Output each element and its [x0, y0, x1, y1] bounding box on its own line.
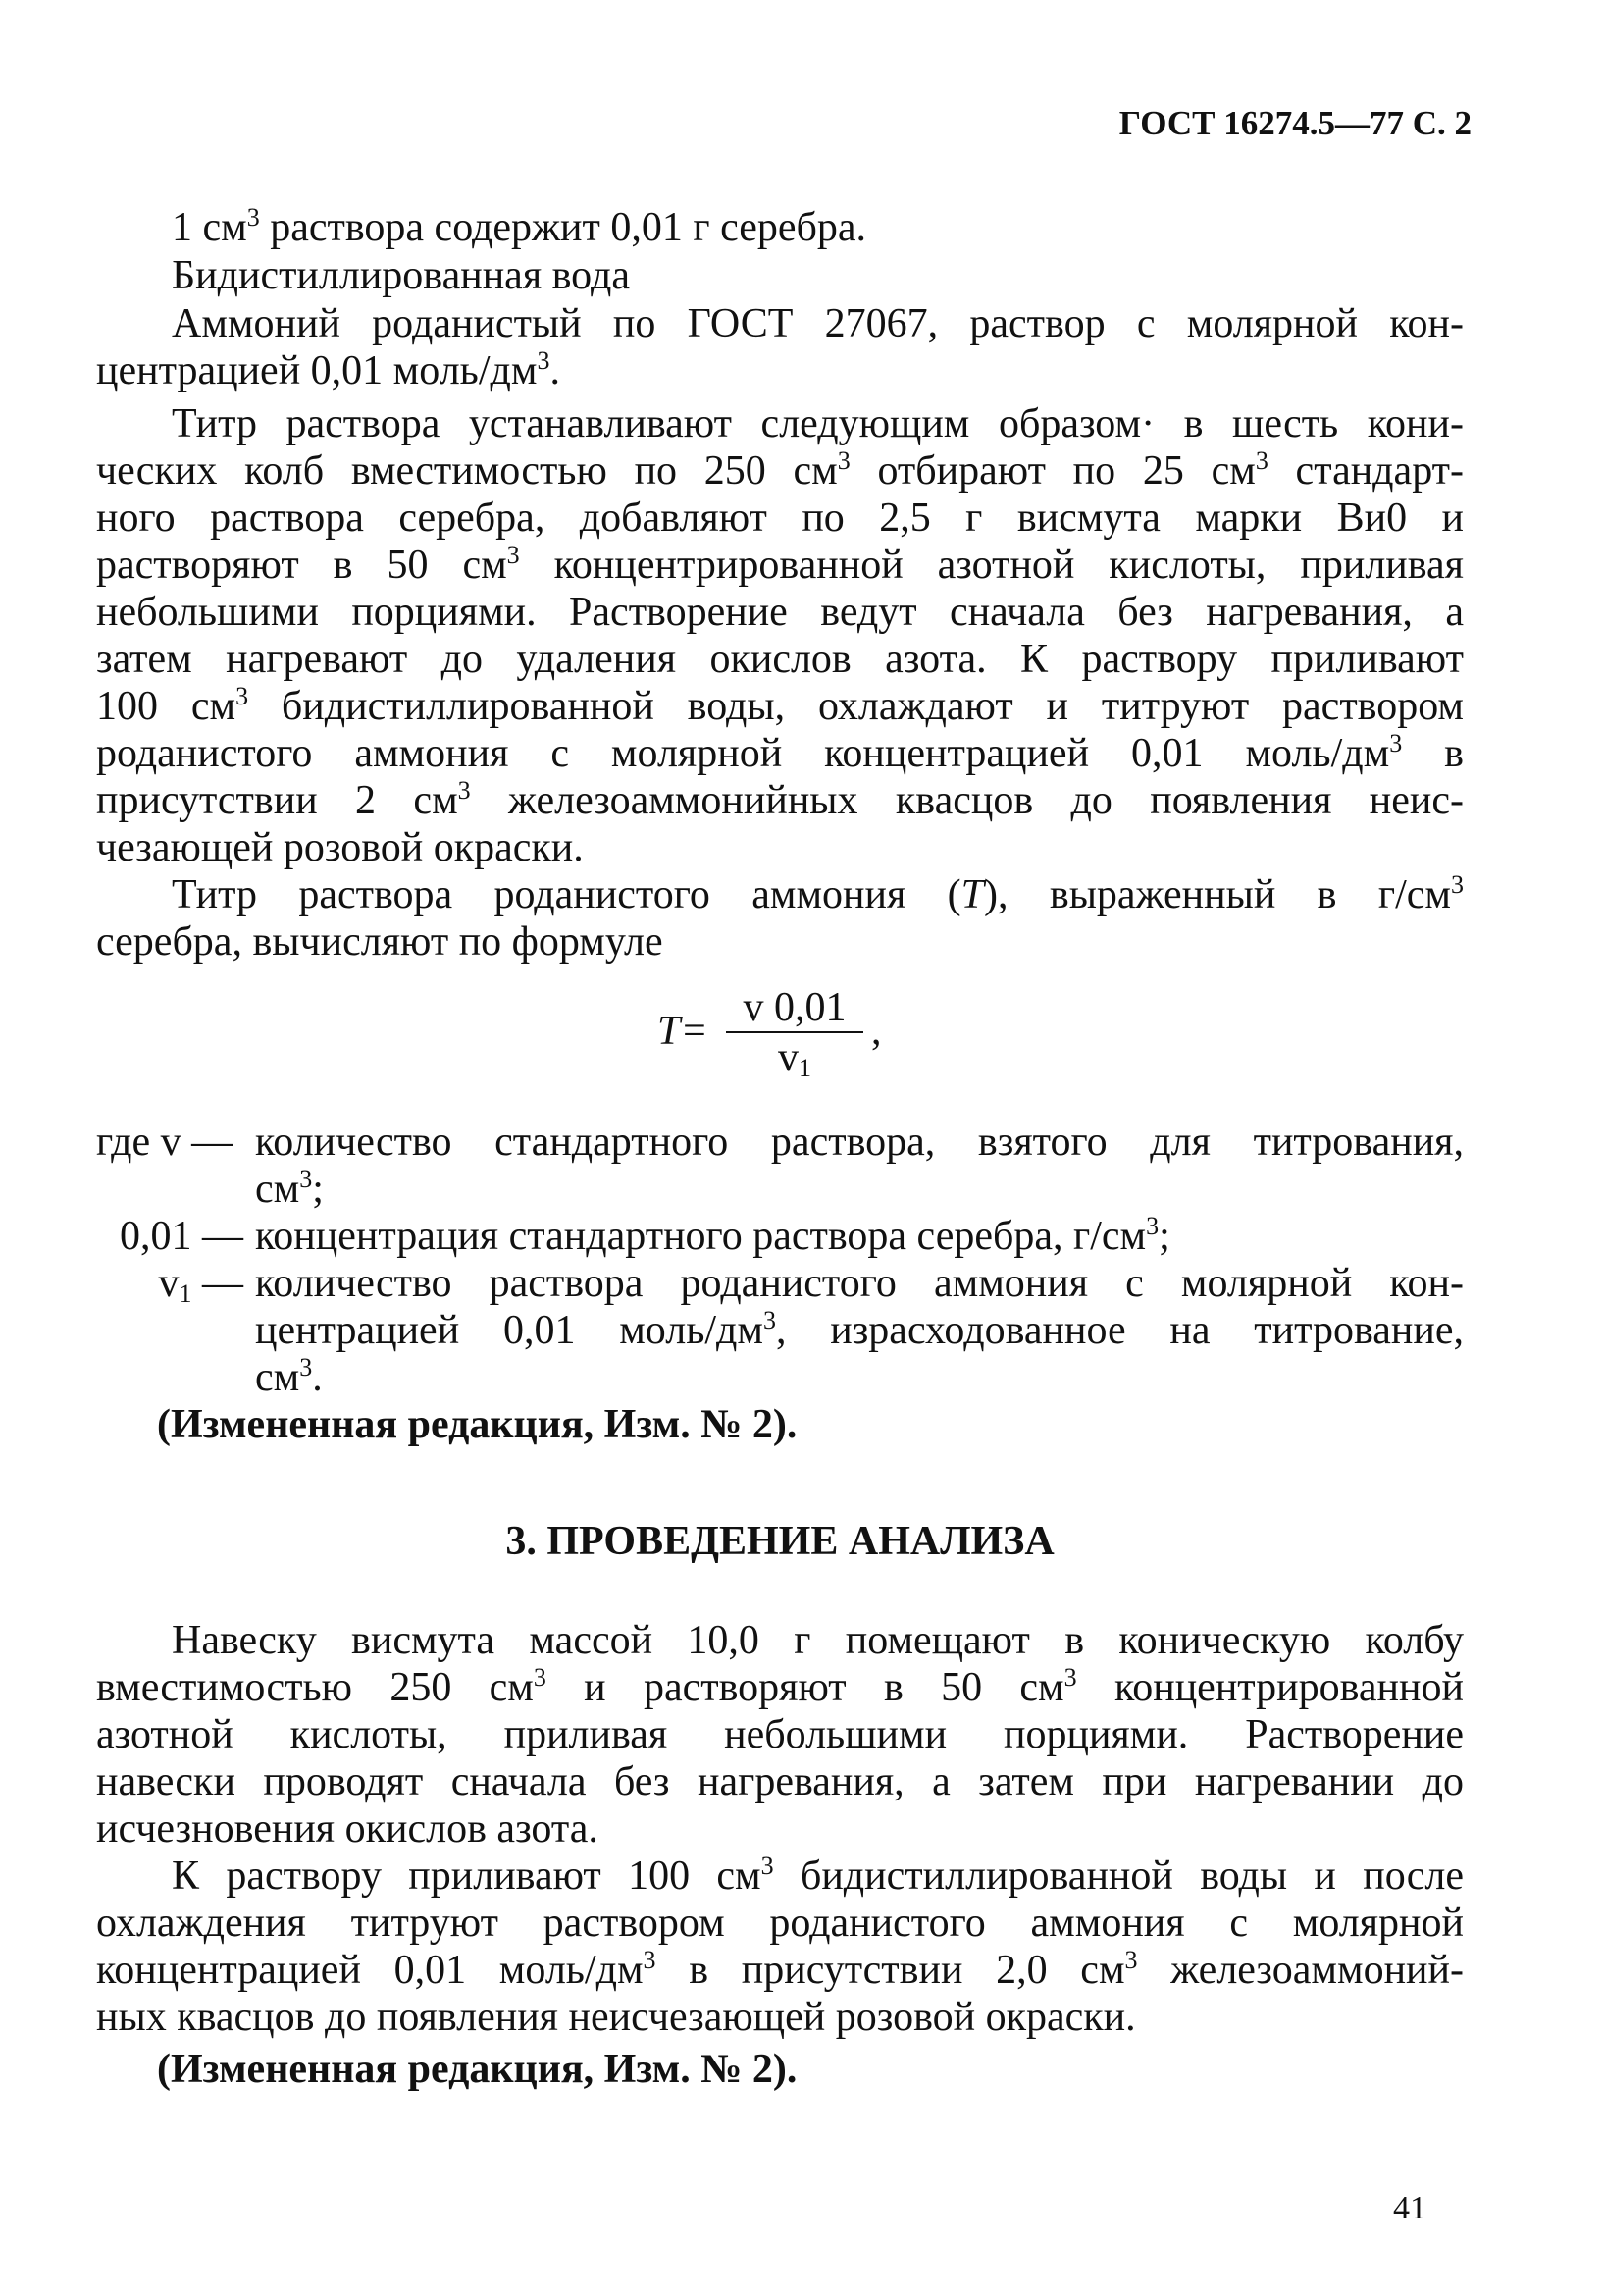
titre-line: небольшими порциями. Растворение ведут сначала без нагревания, а [96, 590, 1464, 635]
reagent-ammonium-line1: Аммоний роданистый по ГОСТ 27067, раствор с молярной кон- [172, 301, 1464, 346]
page-number: 41 [1393, 2190, 1426, 2226]
analysis-line: концентрацией 0,01 моль/$дм^3$ в присутствии 2,0 $см^3$ железоаммоний- [96, 1946, 1464, 1993]
calc-line: серебра, вычисляют по формуле [96, 919, 663, 965]
formula-numerator: v 0,01 [726, 986, 863, 1033]
formula-comma: , [871, 1009, 882, 1054]
legend-def-v: количество стандартного раствора, взятого для титрования, [255, 1120, 1464, 1165]
formula-legend [96, 1119, 1470, 1400]
silver-concentration-line: 1 $см^3$ раствора содержит 0,01 г серебра. [172, 203, 867, 250]
titre-line: роданистого аммония с молярной концентрацией 0,01 моль/$дм^3$ в [96, 729, 1464, 776]
analysis-line: К раствору приливают 100 $см^3$ бидистиллированной воды и после [172, 1852, 1464, 1899]
titre-line: ческих колб вместимостью по 250 $см^3$ отбирают по 25 $см^3$ стандарт- [96, 446, 1464, 494]
titre-formula [638, 986, 932, 1104]
calc-line: Титр раствора роданистого аммония (T), выраженный в $г/см^3$ [172, 870, 1464, 917]
titre-line: 100 $см^3$ бидистиллированной воды, охлаждают и титруют раствором [96, 682, 1464, 729]
titre-line: Титр раствора устанавливают следующим образом· в шесть кони- [172, 401, 1464, 446]
reagent-ammonium-line2: центрацией 0,01 моль/$дм^3$. [96, 346, 560, 393]
titre-line: чезающей розовой окраски. [96, 825, 584, 870]
analysis-line: Навеску висмута массой 10,0 г помещают в коническую колбу [172, 1618, 1464, 1663]
legend-def-v1-line3: $см^3$. [255, 1353, 323, 1400]
titre-line: затем нагревают до удаления окислов азота. К раствору приливают [96, 637, 1464, 682]
formula-lhs: T= [657, 1009, 708, 1054]
amendment-note: (Измененная редакция, Изм. № 2). [157, 1402, 798, 1447]
legend-term-001: 0,01 — [120, 1214, 243, 1259]
legend-def-v1: количество раствора роданистого аммония с молярной кон- [255, 1261, 1464, 1306]
formula-denominator: $v_1$ [778, 1035, 811, 1082]
titre-line: присутствии 2 $см^3$ железоаммонийных квасцов до появления неис- [96, 776, 1464, 823]
legend-term-v1: $v_1$ — [158, 1261, 243, 1308]
analysis-line: азотной кислоты, приливая небольшими порциями. Растворение [96, 1712, 1464, 1757]
analysis-line: вместимостью 250 $см^3$ и растворяют в 50 $см^3$ концентрированной [96, 1663, 1464, 1710]
section-heading: 3. ПРОВЕДЕНИЕ АНАЛИЗА [505, 1519, 1055, 1564]
analysis-line: навески проводят сначала без нагревания, а затем при нагревании до [96, 1759, 1464, 1804]
legend-def-001: концентрация стандартного раствора серебра, $г/см^3$; [255, 1212, 1170, 1259]
analysis-line: исчезновения окислов азота. [96, 1806, 598, 1852]
legend-def-v1-line2: центрацией 0,01 моль/$дм^3$, израсходованное на титрование, [255, 1306, 1464, 1353]
amendment-note: (Измененная редакция, Изм. № 2). [157, 2047, 798, 2092]
formula-fraction [726, 986, 863, 1082]
analysis-paragraph [96, 1617, 1464, 2041]
analysis-line: ных квасцов до появления неисчезающей розовой окраски. [96, 1995, 1136, 2040]
calc-paragraph [96, 871, 1464, 965]
reagent-water: Бидистиллированная вода [172, 253, 630, 298]
legend-intro: где v — [96, 1120, 233, 1165]
titre-line: ного раствора серебра, добавляют по 2,5 г висмута марки Ви0 и [96, 496, 1464, 541]
document-header: ГОСТ 16274.5—77 С. 2 [1118, 104, 1472, 142]
titre-paragraph [96, 400, 1464, 871]
titre-line: растворяют в 50 $см^3$ концентрированной азотной кислоты, приливая [96, 541, 1464, 588]
legend-def-v-unit: $см^3$; [255, 1165, 324, 1212]
analysis-line: охлаждения титруют раствором роданистого аммония с молярной [96, 1901, 1464, 1946]
